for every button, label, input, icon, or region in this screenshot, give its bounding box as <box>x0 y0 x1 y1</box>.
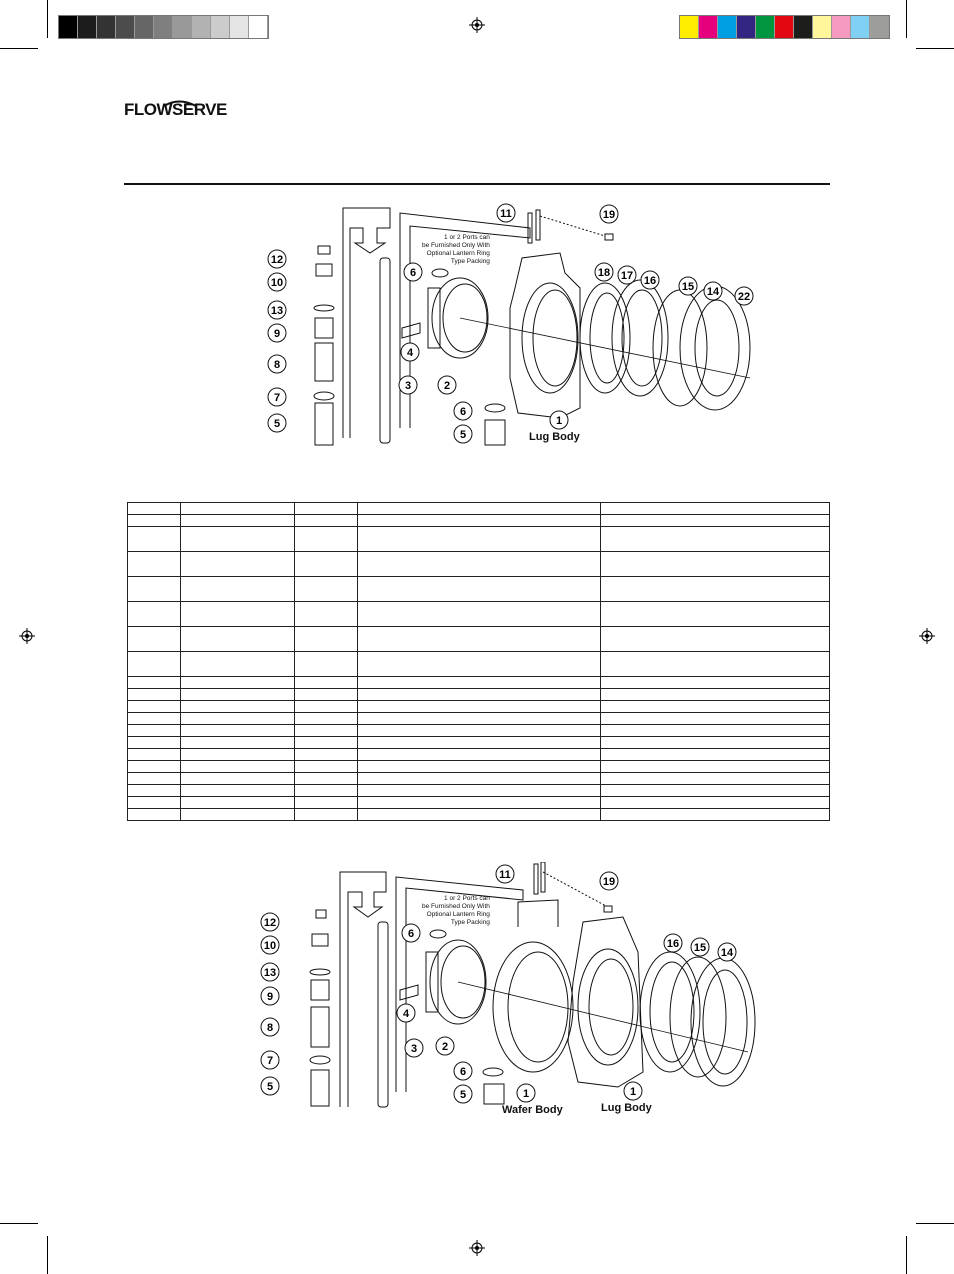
callout-15 <box>691 938 709 956</box>
table-row <box>128 602 830 627</box>
exploded-view-wafer-lug-body <box>258 862 758 1122</box>
registration-mark-icon <box>469 1240 485 1256</box>
callout-16 <box>664 934 682 952</box>
calibration-swatch <box>718 16 737 38</box>
lug-body-label-bottom: Lug Body <box>601 1102 652 1114</box>
table-cell <box>128 515 181 527</box>
svg-text:13: 13 <box>263 967 277 979</box>
table-cell <box>601 652 830 677</box>
callout-2 <box>436 1037 454 1055</box>
parts-table <box>127 502 830 821</box>
table-cell <box>295 809 358 821</box>
callout-10 <box>268 273 286 291</box>
table-cell <box>358 515 601 527</box>
callout-13 <box>268 301 286 319</box>
callout-9 <box>261 987 279 1005</box>
crop-mark <box>47 1236 48 1274</box>
svg-text:4: 4 <box>402 1008 410 1020</box>
table-cell <box>128 761 181 773</box>
svg-text:1: 1 <box>555 415 563 427</box>
color-calibration-strip <box>679 15 890 39</box>
table-cell <box>181 515 295 527</box>
table-row <box>128 713 830 725</box>
table-row <box>128 689 830 701</box>
svg-text:10: 10 <box>270 277 284 289</box>
svg-text:12: 12 <box>263 917 277 929</box>
crop-mark <box>47 0 48 38</box>
table-cell <box>295 689 358 701</box>
calibration-swatch <box>737 16 756 38</box>
callout-11 <box>497 204 515 222</box>
calibration-swatch <box>97 16 116 38</box>
svg-text:8: 8 <box>266 1022 274 1034</box>
callout-8 <box>268 355 286 373</box>
table-cell <box>128 713 181 725</box>
ports-note: 1 or 2 Ports can be Furnished Only With Optional Lantern Ring Type Packing <box>422 234 490 265</box>
svg-text:12: 12 <box>270 254 284 266</box>
table-cell <box>358 785 601 797</box>
table-cell <box>295 749 358 761</box>
table-cell <box>601 677 830 689</box>
svg-text:18: 18 <box>597 267 611 279</box>
callout-17 <box>618 266 636 284</box>
table-cell <box>181 749 295 761</box>
callout-5b <box>454 425 472 443</box>
table-cell <box>181 701 295 713</box>
svg-text:8: 8 <box>273 359 281 371</box>
svg-text:14: 14 <box>720 947 734 959</box>
table-row <box>128 527 830 552</box>
table-cell <box>601 627 830 652</box>
table-cell <box>295 761 358 773</box>
table-cell <box>181 503 295 515</box>
table-cell <box>601 701 830 713</box>
calibration-swatch <box>135 16 154 38</box>
table-cell <box>181 689 295 701</box>
svg-text:9: 9 <box>273 328 281 340</box>
crop-mark <box>906 1236 907 1274</box>
calibration-swatch <box>59 16 78 38</box>
svg-text:15: 15 <box>693 942 707 954</box>
table-cell <box>295 737 358 749</box>
table-row <box>128 773 830 785</box>
svg-text:16: 16 <box>643 275 657 287</box>
table-row <box>128 515 830 527</box>
table-row <box>128 737 830 749</box>
svg-text:4: 4 <box>406 347 414 359</box>
callout-7 <box>261 1051 279 1069</box>
table-cell <box>181 527 295 552</box>
callout-16 <box>641 271 659 289</box>
table-cell <box>358 713 601 725</box>
table-cell <box>358 773 601 785</box>
table-cell <box>128 689 181 701</box>
table-cell <box>295 677 358 689</box>
registration-mark-icon <box>469 17 485 33</box>
table-cell <box>601 737 830 749</box>
gray-calibration-strip <box>58 15 269 39</box>
crop-mark <box>0 1223 38 1224</box>
table-cell <box>358 677 601 689</box>
table-cell <box>601 527 830 552</box>
calibration-swatch <box>832 16 851 38</box>
svg-text:15: 15 <box>681 281 695 293</box>
table-cell <box>181 577 295 602</box>
table-row <box>128 749 830 761</box>
table-cell <box>181 627 295 652</box>
callout-1-lug <box>624 1082 642 1100</box>
callout-2 <box>438 376 456 394</box>
table-cell <box>128 577 181 602</box>
calibration-swatch <box>756 16 775 38</box>
callout-1-wafer <box>517 1084 535 1102</box>
svg-text:6: 6 <box>459 406 467 418</box>
table-cell <box>295 503 358 515</box>
table-cell <box>358 552 601 577</box>
table-cell <box>601 503 830 515</box>
table-cell <box>181 602 295 627</box>
table-cell <box>601 797 830 809</box>
brand-name: FLOWSERVE <box>124 100 227 119</box>
calibration-swatch <box>870 16 889 38</box>
table-row <box>128 809 830 821</box>
svg-text:5: 5 <box>459 429 467 441</box>
table-cell <box>295 797 358 809</box>
table-cell <box>128 797 181 809</box>
svg-text:2: 2 <box>441 1041 449 1053</box>
table-row <box>128 652 830 677</box>
callout-8 <box>261 1018 279 1036</box>
callout-9 <box>268 324 286 342</box>
table-cell <box>358 749 601 761</box>
callout-10 <box>261 936 279 954</box>
callout-1 <box>550 411 568 429</box>
table-cell <box>128 652 181 677</box>
svg-text:3: 3 <box>410 1043 418 1055</box>
table-cell <box>295 552 358 577</box>
table-cell <box>128 725 181 737</box>
svg-text:9: 9 <box>266 991 274 1003</box>
crop-mark <box>916 48 954 49</box>
callout-14 <box>704 282 722 300</box>
calibration-swatch <box>851 16 870 38</box>
table-cell <box>181 809 295 821</box>
table-cell <box>181 677 295 689</box>
callout-19 <box>600 872 618 890</box>
table-cell <box>181 552 295 577</box>
table-cell <box>358 627 601 652</box>
table-cell <box>358 761 601 773</box>
svg-text:5: 5 <box>266 1081 274 1093</box>
table-row <box>128 785 830 797</box>
svg-text:11: 11 <box>500 208 512 220</box>
table-cell <box>601 785 830 797</box>
table-cell <box>358 809 601 821</box>
callout-11 <box>496 865 514 883</box>
table-cell <box>295 725 358 737</box>
table-cell <box>128 809 181 821</box>
crop-mark <box>0 48 38 49</box>
table-cell <box>358 577 601 602</box>
callout-5 <box>261 1077 279 1095</box>
table-cell <box>601 725 830 737</box>
table-row <box>128 577 830 602</box>
svg-text:5: 5 <box>459 1089 467 1101</box>
table-cell <box>601 602 830 627</box>
table-cell <box>181 725 295 737</box>
table-cell <box>601 773 830 785</box>
table-cell <box>358 701 601 713</box>
svg-text:6: 6 <box>459 1066 467 1078</box>
table-cell <box>358 652 601 677</box>
calibration-swatch <box>794 16 813 38</box>
svg-text:14: 14 <box>706 286 720 298</box>
svg-text:10: 10 <box>263 940 277 952</box>
callout-19 <box>600 205 618 223</box>
callout-18 <box>595 263 613 281</box>
table-cell <box>601 713 830 725</box>
table-cell <box>601 761 830 773</box>
callout-5 <box>268 414 286 432</box>
table-row <box>128 627 830 652</box>
table-cell <box>358 689 601 701</box>
table-cell <box>181 785 295 797</box>
callout-15 <box>679 277 697 295</box>
calibration-swatch <box>173 16 192 38</box>
table-cell <box>128 503 181 515</box>
callout-5b <box>454 1085 472 1103</box>
calibration-swatch <box>813 16 832 38</box>
table-cell <box>295 515 358 527</box>
table-cell <box>181 761 295 773</box>
calibration-swatch <box>192 16 211 38</box>
table-cell <box>295 627 358 652</box>
calibration-swatch <box>775 16 794 38</box>
callout-3 <box>399 376 417 394</box>
callout-4 <box>401 343 419 361</box>
table-cell <box>358 503 601 515</box>
calibration-swatch <box>699 16 718 38</box>
calibration-swatch <box>154 16 173 38</box>
table-cell <box>128 701 181 713</box>
table-row <box>128 797 830 809</box>
lug-body-label: Lug Body <box>529 431 580 443</box>
table-cell <box>128 627 181 652</box>
svg-text:1: 1 <box>629 1086 637 1098</box>
callout-6b <box>454 402 472 420</box>
callout-12 <box>268 250 286 268</box>
table-row <box>128 761 830 773</box>
table-cell <box>358 602 601 627</box>
calibration-swatch <box>230 16 249 38</box>
callout-4 <box>397 1004 415 1022</box>
svg-text:7: 7 <box>266 1055 274 1067</box>
table-cell <box>128 602 181 627</box>
svg-text:6: 6 <box>409 267 417 279</box>
callout-6 <box>404 263 422 281</box>
table-cell <box>295 577 358 602</box>
svg-text:6: 6 <box>407 928 415 940</box>
table-cell <box>181 797 295 809</box>
wafer-body-label: Wafer Body <box>502 1104 563 1116</box>
table-cell <box>358 737 601 749</box>
svg-text:7: 7 <box>273 392 281 404</box>
table-cell <box>601 689 830 701</box>
table-cell <box>358 527 601 552</box>
svg-text:19: 19 <box>602 209 616 221</box>
svg-text:3: 3 <box>404 380 412 392</box>
table-row <box>128 725 830 737</box>
table-cell <box>181 652 295 677</box>
calibration-swatch <box>78 16 97 38</box>
table-cell <box>601 577 830 602</box>
table-cell <box>295 773 358 785</box>
callout-6 <box>402 924 420 942</box>
callout-7 <box>268 388 286 406</box>
table-cell <box>181 737 295 749</box>
ports-note-bottom: 1 or 2 Ports can be Furnished Only With Optional Lantern Ring Type Packing <box>422 895 490 926</box>
table-row <box>128 503 830 515</box>
table-cell <box>295 701 358 713</box>
table-cell <box>358 797 601 809</box>
table-cell <box>128 527 181 552</box>
table-cell <box>601 749 830 761</box>
table-cell <box>181 773 295 785</box>
table-cell <box>128 737 181 749</box>
table-cell <box>601 515 830 527</box>
registration-mark-icon <box>919 628 935 644</box>
table-cell <box>358 725 601 737</box>
table-cell <box>295 713 358 725</box>
table-cell <box>128 552 181 577</box>
registration-mark-icon <box>19 628 35 644</box>
table-cell <box>295 527 358 552</box>
callout-13 <box>261 963 279 981</box>
svg-text:17: 17 <box>620 270 634 282</box>
callout-3 <box>405 1039 423 1057</box>
svg-text:13: 13 <box>270 305 284 317</box>
callout-22 <box>735 287 753 305</box>
table-cell <box>128 785 181 797</box>
table-cell <box>295 785 358 797</box>
svg-text:1: 1 <box>522 1088 530 1100</box>
calibration-swatch <box>211 16 230 38</box>
header-rule <box>124 183 830 185</box>
svg-text:19: 19 <box>602 876 616 888</box>
table-cell <box>295 652 358 677</box>
exploded-view-lug-body <box>260 198 770 458</box>
svg-text:16: 16 <box>666 938 680 950</box>
calibration-swatch <box>680 16 699 38</box>
table-cell <box>181 713 295 725</box>
table-cell <box>128 773 181 785</box>
table-cell <box>295 602 358 627</box>
callout-12 <box>261 913 279 931</box>
table-cell <box>128 749 181 761</box>
table-cell <box>128 677 181 689</box>
table-row <box>128 701 830 713</box>
svg-text:2: 2 <box>443 380 451 392</box>
crop-mark <box>906 0 907 38</box>
svg-text:22: 22 <box>737 291 751 303</box>
callout-14 <box>718 943 736 961</box>
crop-mark <box>916 1223 954 1224</box>
calibration-swatch <box>249 16 268 38</box>
table-row <box>128 677 830 689</box>
table-cell <box>601 552 830 577</box>
table-cell <box>601 809 830 821</box>
calibration-swatch <box>116 16 135 38</box>
table-row <box>128 552 830 577</box>
svg-text:11: 11 <box>499 869 511 881</box>
callout-6b <box>454 1062 472 1080</box>
svg-text:5: 5 <box>273 418 281 430</box>
